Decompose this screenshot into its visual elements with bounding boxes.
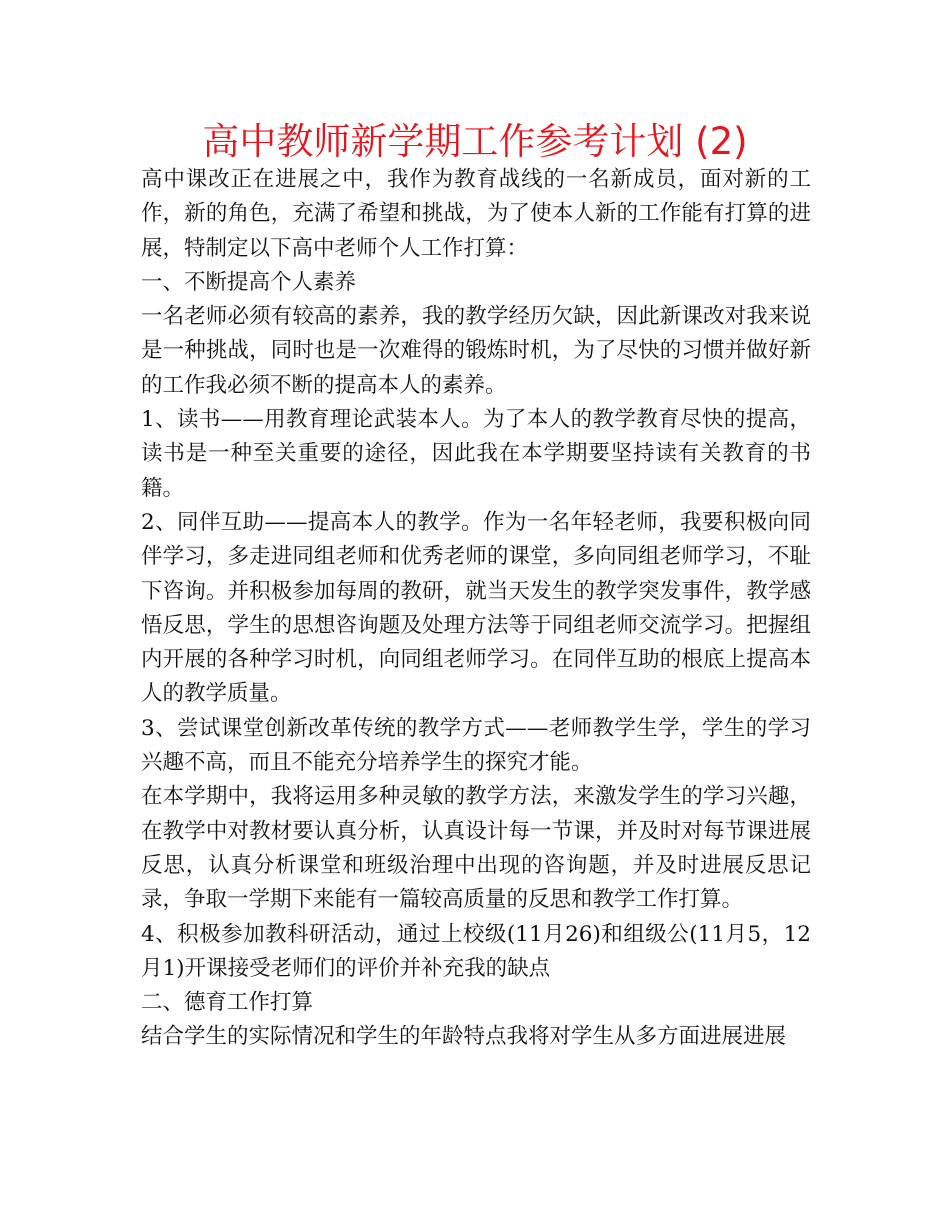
- document-body: [141, 163, 811, 1055]
- paragraph-item-2: 2、同伴互助——提高本人的教学。作为一名年轻老师，我要积极向同伴学习，多走进同组老师和优秀老师的课堂，多向同组老师学习，不耻下咨询。并积极参加每周的教研，就当天发生的教学突发事件，教学感悟反思，学生的思想咨询题及处理方法等于同组老师交流学习。把握组内开展的各种学习时机，向同组老师学习。在同伴互助的根底上提高本人的教学质量。: [141, 509, 811, 707]
- paragraph-section-1: 一名老师必须有较高的素养，我的教学经历欠缺，因此新课改对我来说是一种挑战，同时也是一次难得的锻炼时机，为了尽快的习惯并做好新的工作我必须不断的提高本人的素养。: [141, 304, 811, 398]
- section-heading-1: 一、不断提高个人素养: [141, 269, 357, 295]
- paragraph-item-3: 3、尝试课堂创新改革传统的教学方式——老师教学生学，学生的学习兴趣不高，而且不能充分培养学生的探究才能。: [141, 715, 811, 776]
- paragraph-item-3-detail: 在本学期中，我将运用多种灵敏的教学方法，来激发学生的学习兴趣，在教学中对教材要认真分析，认真设计每一节课，并及时对每节课进展反思，认真分析课堂和班级治理中出现的咨询题，并及时进展反思记录，争取一学期下来能有一篇较高质量的反思和教学工作打算。: [141, 784, 811, 913]
- section-heading-2: 二、德育工作打算: [141, 990, 314, 1016]
- paragraph-intro: 高中课改正在进展之中，我作为教育战线的一名新成员，面对新的工作，新的角色，充满了希望和挑战，为了使本人新的工作能有打算的进展，特制定以下高中老师个人工作打算：: [141, 167, 811, 261]
- paragraph-section-2: 结合学生的实际情况和学生的年龄特点我将对学生从多方面进展进展: [141, 1024, 787, 1050]
- paragraph-item-1: 1、读书——用教育理论武装本人。为了本人的教学教育尽快的提高，读书是一种至关重要的途径，因此我在本学期要坚持读有关教育的书籍。: [141, 407, 811, 501]
- paragraph-item-4: 4、积极参加教科研活动，通过上校级(11月26)和组级公(11月5，12月1)开课接受老师们的评价并补充我的缺点: [141, 921, 811, 981]
- document-title: 高中教师新学期工作参考计划 (2): [202, 120, 748, 163]
